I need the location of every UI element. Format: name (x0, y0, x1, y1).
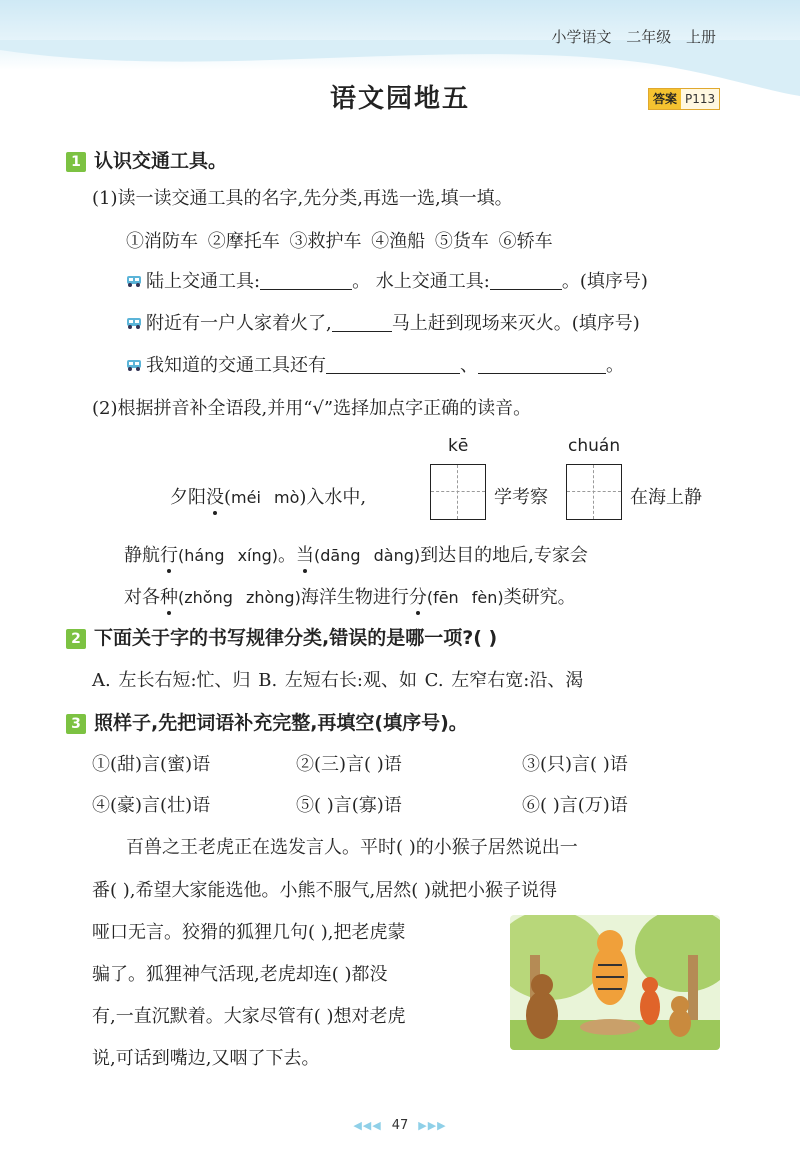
left-arrows-icon: ◀◀◀ (353, 1119, 382, 1132)
dotted-char-zhong: 种 (160, 587, 178, 608)
animals-illustration (510, 915, 720, 1050)
idiom-1: ①(甜)言(蜜)语 (92, 754, 211, 775)
passage-text: 对各 (124, 587, 160, 608)
water-label: 。 水上交通工具: (352, 271, 490, 292)
pinyin-ke: kē (448, 436, 469, 456)
section-number-badge: 3 (66, 714, 86, 734)
dotted-char-mei: 没 (206, 487, 224, 508)
dotted-char-xing: 行 (160, 545, 178, 566)
passage-text: 海洋生物进行 (300, 587, 409, 608)
book-info: 小学语文 二年级 上册 (551, 28, 716, 46)
page-footer (0, 1118, 800, 1133)
idiom-2: ②(三)言( )语 (296, 754, 402, 775)
passage-line-1b: 学考察 (494, 487, 548, 508)
vehicle-list: ①消防车 ②摩托车 ③救护车 ④渔船 ⑤货车 ⑥轿车 (126, 231, 553, 252)
story-line-5: 有,一直沉默着。大家尽管有( )想对老虎 (92, 1006, 406, 1027)
know-blank-2[interactable] (478, 357, 606, 374)
story-line-6: 说,可话到嘴边,又咽了下去。 (92, 1048, 320, 1069)
page-number: 47 (391, 1118, 409, 1133)
page-title: 语文园地五 (329, 84, 470, 114)
fire-text: 附近有一户人家着火了, (146, 313, 332, 334)
land-water-suffix: 。(填序号) (561, 271, 648, 292)
water-blank[interactable] (490, 273, 562, 290)
idiom-6: ⑥( )言(万)语 (522, 795, 628, 816)
dotted-char-dang: 当 (296, 545, 315, 566)
bus-icon (126, 316, 142, 330)
story-line-3: 哑口无言。狡猾的狐狸几句( ),把老虎蒙 (92, 922, 406, 943)
pinyin-choice-dang[interactable]: (dāng dàng) (314, 546, 421, 565)
dotted-char-fen: 分 (408, 587, 427, 608)
section-2-heading (66, 623, 497, 650)
right-arrows-icon: ▶▶▶ (418, 1119, 447, 1132)
know-text: 我知道的交通工具还有 (146, 355, 326, 376)
know-blank-1[interactable] (326, 357, 460, 374)
story-line-2: 番( ),希望大家能选他。小熊不服气,居然( )就把小猴子说得 (92, 880, 557, 901)
section-number-badge: 2 (66, 629, 86, 649)
passage-text: 静航 (124, 545, 160, 566)
land-blank[interactable] (260, 273, 352, 290)
pinyin-choice-mei-mo[interactable]: méi mò (231, 488, 300, 507)
section-2-title: 下面关于字的书写规律分类,错误的是哪一项?( ) (94, 627, 498, 649)
know-end: 。 (606, 355, 624, 376)
story-line-4: 骗了。狐狸神气活现,老虎却连( )都没 (92, 964, 388, 985)
section-2-options: A. 左长右短:忙、归 B. 左短右长:观、如 C. 左窄右宽:沿、渴 (92, 670, 584, 691)
passage-line-3 (124, 583, 576, 609)
pinyin-choice-hang-xing[interactable]: (háng xíng) (178, 546, 279, 565)
land-water-line (126, 267, 648, 293)
section-3-title: 照样子,先把词语补充完整,再填空(填序号)。 (94, 712, 468, 734)
passage-text: 夕阳 (170, 487, 206, 508)
bus-icon (126, 274, 142, 288)
passage-text: 到达目的地后,专家会 (420, 545, 588, 566)
idiom-3: ③(只)言( )语 (522, 754, 628, 775)
question-1-2: (2)根据拼音补全语段,并用“√”选择加点字正确的读音。 (92, 398, 532, 419)
character-box-ke[interactable] (430, 464, 486, 520)
passage-line-1a (170, 483, 366, 509)
section-3-heading (66, 708, 468, 735)
section-1-title: 认识交通工具。 (94, 150, 228, 172)
answer-label: 答案 (649, 89, 681, 109)
answer-page: P113 (681, 89, 719, 109)
know-line (126, 351, 624, 377)
story-line-1: 百兽之王老虎正在选发言人。平时( )的小猴子居然说出一 (126, 837, 578, 858)
bus-icon (126, 358, 142, 372)
fire-text-end: 马上赶到现场来灭火。(填序号) (391, 313, 640, 334)
answer-reference-tag (648, 88, 720, 110)
land-label: 陆上交通工具: (146, 271, 261, 292)
section-number-badge: 1 (66, 152, 86, 172)
idiom-4: ④(豪)言(壮)语 (92, 795, 211, 816)
passage-text: )入水中, (299, 487, 367, 508)
passage-text: 。 (278, 545, 297, 566)
pinyin-chuan: chuán (568, 436, 621, 456)
passage-text: 类研究。 (503, 587, 576, 608)
paren-open: ( (224, 487, 232, 508)
fire-line (126, 309, 640, 335)
question-1-1: (1)读一读交通工具的名字,先分类,再选一选,填一填。 (92, 188, 513, 209)
idiom-5: ⑤( )言(寡)语 (296, 795, 402, 816)
pinyin-choice-zhong[interactable]: (zhǒng zhòng) (178, 588, 301, 607)
fire-blank[interactable] (332, 315, 392, 332)
pinyin-choice-fen[interactable]: (fēn fèn) (426, 588, 504, 607)
passage-line-2 (124, 541, 588, 567)
know-sep: 、 (460, 355, 478, 376)
passage-line-1c: 在海上静 (630, 487, 702, 508)
section-1-heading (66, 146, 227, 173)
character-box-chuan[interactable] (566, 464, 622, 520)
